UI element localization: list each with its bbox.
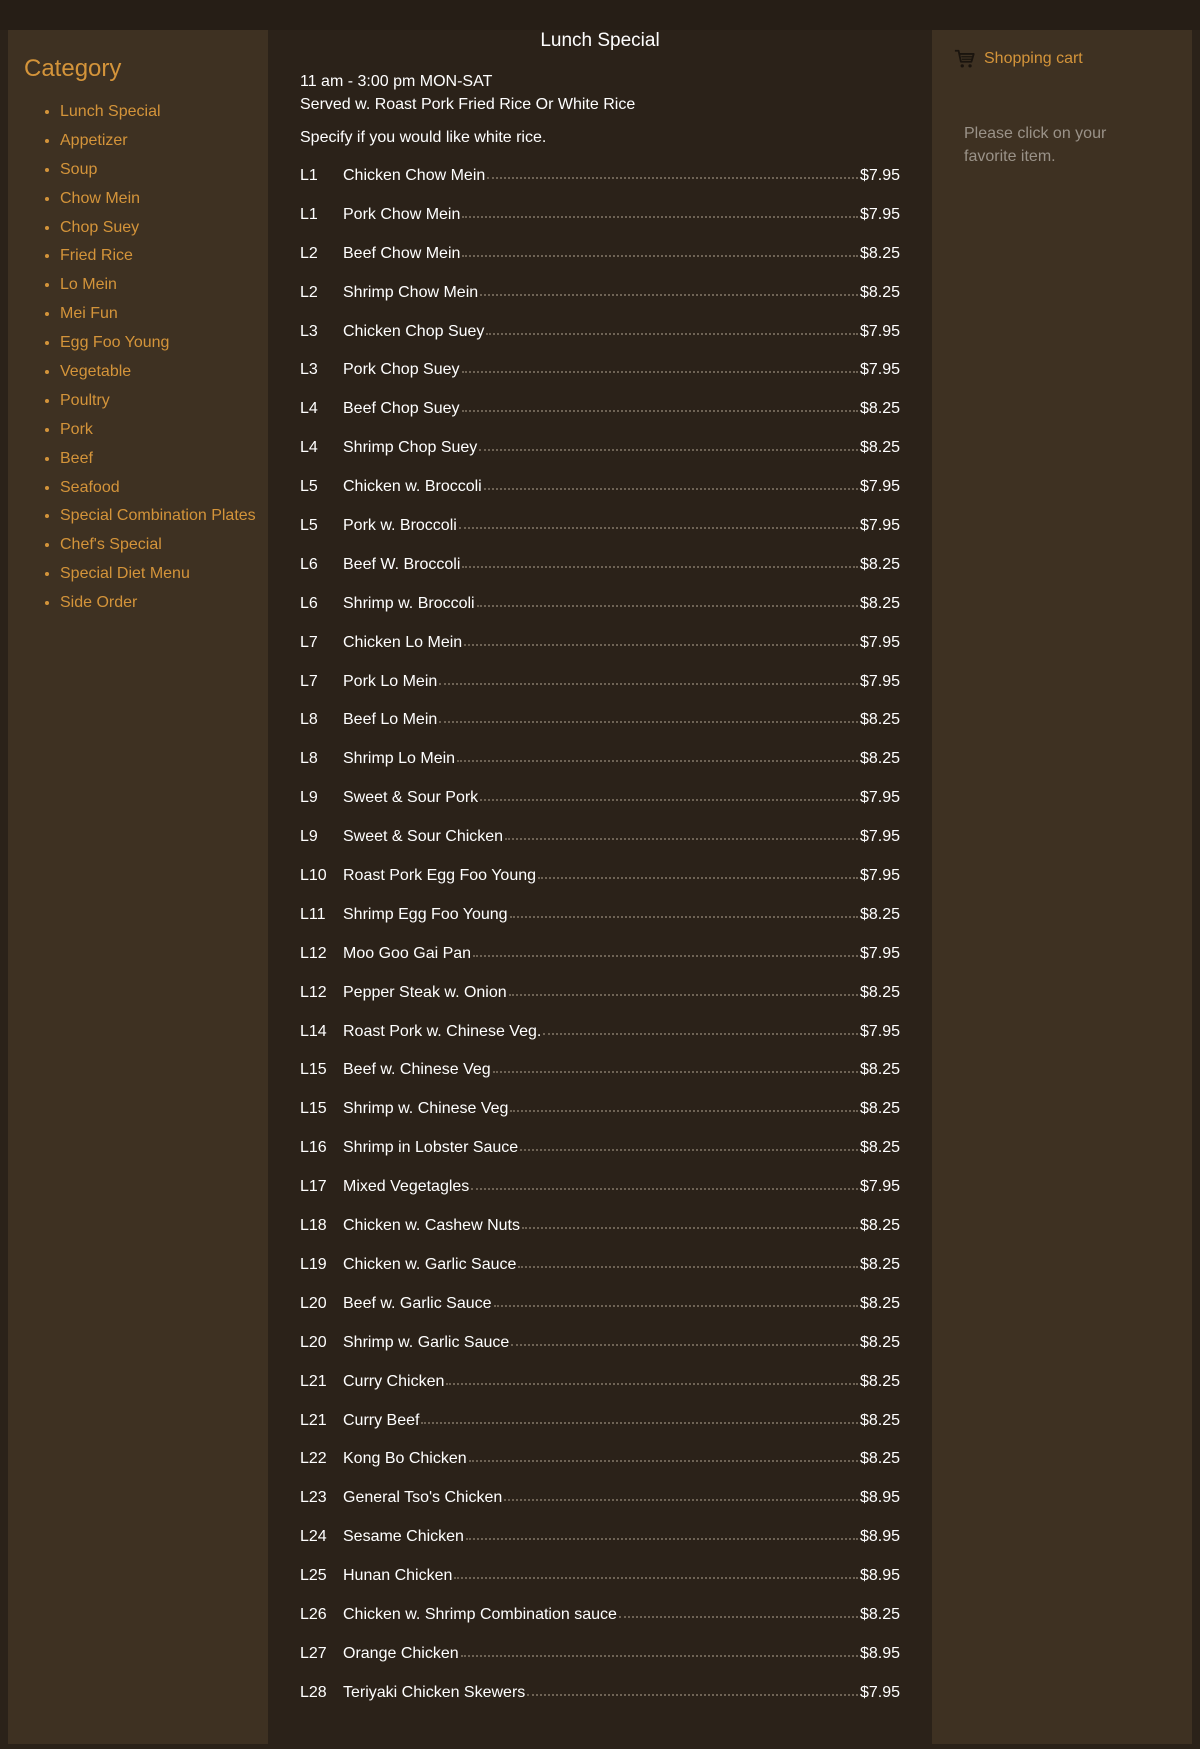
- menu-item-code: L14: [300, 1022, 327, 1040]
- menu-item-code: L5: [300, 478, 318, 496]
- menu-item-price: $8.25: [859, 1217, 900, 1235]
- menu-item-price: $7.95: [859, 1683, 900, 1701]
- menu-item[interactable]: [300, 1293, 900, 1332]
- category-item[interactable]: [60, 564, 268, 584]
- menu-item[interactable]: [300, 321, 900, 360]
- menu-item-code: L16: [300, 1139, 327, 1157]
- dot-leader: [462, 554, 858, 568]
- menu-item-code: L10: [300, 867, 327, 885]
- menu-item-code: L8: [300, 750, 318, 768]
- dot-leader: [538, 865, 858, 879]
- menu-item-code: L3: [300, 361, 318, 379]
- menu-item[interactable]: [300, 593, 900, 632]
- dot-leader: [469, 1448, 858, 1462]
- dot-leader: [484, 476, 858, 490]
- menu-item-name: Moo Goo Gai Pan: [343, 944, 472, 962]
- menu-item[interactable]: [300, 1059, 900, 1098]
- category-link[interactable]: Chop Suey: [60, 218, 140, 236]
- menu-item[interactable]: [300, 1410, 900, 1449]
- menu-item-name: Mixed Vegetagles: [343, 1178, 470, 1196]
- menu-item-code: L5: [300, 517, 318, 535]
- menu-item[interactable]: [300, 787, 900, 826]
- menu-item-name: Chicken Lo Mein: [343, 633, 463, 651]
- dot-leader: [473, 943, 858, 957]
- menu-item-price: $8.95: [859, 1489, 900, 1507]
- menu-item-code: L26: [300, 1605, 327, 1623]
- category-link[interactable]: Lunch Special: [60, 103, 161, 120]
- dot-leader: [527, 1682, 858, 1696]
- menu-served-with: Served w. Roast Pork Fried Rice Or White Rice: [300, 96, 636, 113]
- menu-item-code: L18: [300, 1217, 327, 1235]
- category-item[interactable]: [60, 160, 268, 180]
- menu-item[interactable]: [300, 943, 900, 982]
- menu-item[interactable]: [300, 826, 900, 865]
- menu-item[interactable]: [300, 398, 900, 437]
- menu-item-price: $7.95: [859, 789, 900, 807]
- menu-item-name: Shrimp in Lobster Sauce: [343, 1139, 519, 1157]
- menu-item[interactable]: [300, 1176, 900, 1215]
- menu-item-price: $7.95: [859, 205, 900, 223]
- menu-item-name: Sweet & Sour Chicken: [343, 828, 504, 846]
- menu-item[interactable]: [300, 904, 900, 943]
- menu-item[interactable]: [300, 1682, 900, 1721]
- menu-item[interactable]: [300, 748, 900, 787]
- menu-item-code: L15: [300, 1061, 327, 1079]
- menu-item[interactable]: [300, 476, 900, 515]
- menu-item-name: Chicken w. Broccoli: [343, 478, 482, 496]
- menu-item[interactable]: [300, 1215, 900, 1254]
- menu-item-price: $8.25: [859, 1139, 900, 1157]
- menu-item-price: $8.25: [859, 439, 900, 457]
- dot-leader: [520, 1137, 858, 1151]
- menu-item-price: $7.95: [859, 1178, 900, 1196]
- category-item[interactable]: [60, 506, 268, 526]
- menu-item-name: Pork Chow Mein: [343, 205, 461, 223]
- dot-leader: [522, 1215, 858, 1229]
- menu-item-code: L4: [300, 439, 318, 457]
- category-link[interactable]: Seafood: [60, 478, 120, 496]
- shopping-cart-icon: [954, 48, 976, 70]
- menu-item-code: L28: [300, 1683, 327, 1701]
- menu-item-price: $8.25: [859, 905, 900, 923]
- shopping-cart-title: Shopping cart: [984, 50, 1083, 67]
- menu-item-name: Chicken Chop Suey: [343, 322, 485, 340]
- top-bar: [0, 0, 1200, 30]
- menu-item-name: Sweet & Sour Pork: [343, 789, 479, 807]
- menu-item-code: L19: [300, 1255, 327, 1273]
- menu-item[interactable]: [300, 1448, 900, 1487]
- menu-item[interactable]: [300, 1332, 900, 1371]
- menu-item-price: $7.95: [859, 517, 900, 535]
- menu-item-price: $8.25: [859, 750, 900, 768]
- menu-item-price: $7.95: [859, 633, 900, 651]
- menu-item-name: Shrimp w. Garlic Sauce: [343, 1333, 510, 1351]
- menu-item[interactable]: [300, 554, 900, 593]
- menu-item-code: L17: [300, 1178, 327, 1196]
- menu-item[interactable]: [300, 865, 900, 904]
- menu-item-name: Hunan Chicken: [343, 1567, 453, 1585]
- menu-item-price: $8.25: [859, 1294, 900, 1312]
- menu-item-code: L24: [300, 1528, 327, 1546]
- category-item[interactable]: [60, 218, 268, 238]
- menu-item-code: L1: [300, 167, 318, 184]
- category-link[interactable]: Special Diet Menu: [60, 565, 190, 583]
- menu-title: Lunch Special: [540, 30, 660, 51]
- dot-leader: [477, 593, 858, 607]
- category-item[interactable]: [60, 333, 268, 353]
- menu-item-name: Chicken w. Garlic Sauce: [343, 1255, 517, 1273]
- category-item[interactable]: [60, 304, 268, 324]
- dot-leader: [439, 709, 858, 723]
- dot-leader: [480, 282, 858, 296]
- menu-item-code: L6: [300, 594, 318, 612]
- menu-item[interactable]: [300, 204, 900, 243]
- menu-item-code: L4: [300, 400, 318, 418]
- dot-leader: [510, 1098, 858, 1112]
- category-list: [24, 102, 268, 613]
- category-item[interactable]: [60, 391, 268, 411]
- category-item[interactable]: [60, 131, 268, 151]
- category-item[interactable]: [60, 102, 268, 122]
- shopping-cart-panel: [932, 30, 1192, 1744]
- category-link[interactable]: Beef: [60, 449, 93, 467]
- menu-item-price: $7.95: [859, 1022, 900, 1040]
- menu-item-code: L2: [300, 244, 318, 262]
- menu-item[interactable]: [300, 1098, 900, 1137]
- category-item[interactable]: [60, 449, 268, 469]
- category-link[interactable]: Fried Rice: [60, 247, 133, 265]
- menu-hours: 11 am - 3:00 pm MON-SAT: [300, 73, 493, 90]
- category-item[interactable]: [60, 420, 268, 440]
- category-link[interactable]: Special Combination Plates: [60, 507, 256, 525]
- menu-item-price: $8.25: [859, 1100, 900, 1118]
- dot-leader: [466, 1526, 858, 1540]
- menu-item-price: $8.25: [859, 594, 900, 612]
- dot-leader: [518, 1254, 858, 1268]
- category-link[interactable]: Mei Fun: [60, 305, 118, 323]
- dot-leader: [421, 1410, 857, 1424]
- dot-leader: [439, 671, 858, 685]
- menu-item-name: Beef w. Chinese Veg: [343, 1061, 491, 1079]
- menu-item-name: Chicken Chow Mein: [343, 167, 486, 184]
- menu-item[interactable]: [300, 282, 900, 321]
- menu-item-code: L7: [300, 633, 318, 651]
- menu-item-price: $8.25: [859, 400, 900, 418]
- menu-item-code: L27: [300, 1644, 327, 1662]
- category-link[interactable]: Appetizer: [60, 131, 128, 149]
- menu-item-name: Pepper Steak w. Onion: [343, 983, 507, 1001]
- menu-item-code: L21: [300, 1411, 327, 1429]
- menu-item-price: $8.95: [859, 1644, 900, 1662]
- menu-item-price: $8.25: [859, 983, 900, 1001]
- menu-item-code: L8: [300, 711, 318, 729]
- dot-leader: [464, 632, 858, 646]
- menu-item[interactable]: [300, 515, 900, 554]
- dot-leader: [619, 1604, 858, 1618]
- category-item[interactable]: [60, 535, 268, 555]
- menu-item[interactable]: [300, 632, 900, 671]
- dot-leader: [461, 1643, 858, 1657]
- menu-item-code: L11: [300, 905, 326, 923]
- menu-item-name: Pork Chop Suey: [343, 361, 460, 379]
- menu-item-name: Beef Lo Mein: [343, 711, 438, 729]
- category-link[interactable]: Poultry: [60, 391, 110, 409]
- menu-item-name: Beef Chow Mein: [343, 244, 461, 262]
- menu-item-price: $8.25: [859, 555, 900, 573]
- menu-item[interactable]: [300, 243, 900, 282]
- dot-leader: [509, 982, 858, 996]
- menu-item-price: $7.95: [859, 944, 900, 962]
- dot-leader: [446, 1371, 858, 1385]
- dot-leader: [471, 1176, 858, 1190]
- menu-item-price: $8.25: [859, 1333, 900, 1351]
- menu-item-name: General Tso's Chicken: [343, 1489, 503, 1507]
- menu-item-name: Shrimp Chow Mein: [343, 283, 479, 301]
- menu-item-name: Shrimp Egg Foo Young: [343, 905, 508, 923]
- menu-item-name: Shrimp w. Broccoli: [343, 594, 475, 612]
- menu-item[interactable]: [300, 1487, 900, 1526]
- shopping-cart-link[interactable]: [954, 48, 1192, 70]
- category-link[interactable]: Soup: [60, 160, 98, 178]
- menu-item[interactable]: [300, 1371, 900, 1410]
- category-link[interactable]: Chef's Special: [60, 536, 162, 554]
- menu-item[interactable]: [300, 1254, 900, 1293]
- menu-item-price: $7.95: [859, 167, 900, 184]
- category-item[interactable]: [60, 362, 268, 382]
- menu-item-name: Curry Beef: [343, 1411, 420, 1429]
- menu-item-code: L1: [300, 205, 318, 223]
- menu-item-name: Beef w. Garlic Sauce: [343, 1294, 492, 1312]
- menu-item-list: [300, 165, 900, 1721]
- menu-item-code: L12: [300, 983, 327, 1001]
- menu-item-code: L12: [300, 944, 327, 962]
- dot-leader: [486, 321, 858, 335]
- dot-leader: [459, 515, 858, 529]
- menu-item-name: Roast Pork w. Chinese Veg.: [343, 1022, 542, 1040]
- cart-empty-message: Please click on your favorite item.: [964, 125, 1107, 165]
- menu-item-price: $7.95: [859, 672, 900, 690]
- category-link[interactable]: Chow Mein: [60, 189, 141, 207]
- menu-item-price: $7.95: [859, 867, 900, 885]
- menu-item[interactable]: [300, 165, 900, 204]
- menu-item-code: L22: [300, 1450, 327, 1468]
- menu-item-name: Shrimp w. Chinese Veg: [343, 1100, 509, 1118]
- menu-item-price: $8.95: [859, 1567, 900, 1585]
- menu-item[interactable]: [300, 1526, 900, 1565]
- menu-item-code: L9: [300, 789, 318, 807]
- menu-item[interactable]: [300, 437, 900, 476]
- menu-item[interactable]: [300, 1021, 900, 1060]
- category-link[interactable]: Pork: [60, 420, 93, 438]
- menu-item-code: L21: [300, 1372, 327, 1390]
- menu-item-code: L20: [300, 1294, 327, 1312]
- dot-leader: [505, 826, 858, 840]
- dot-leader: [462, 243, 858, 257]
- menu-item-name: Shrimp Lo Mein: [343, 750, 456, 768]
- category-link[interactable]: Lo Mein: [60, 276, 117, 294]
- category-item[interactable]: [60, 593, 268, 613]
- dot-leader: [487, 165, 858, 179]
- category-sidebar: [8, 30, 268, 1744]
- menu-item-name: Shrimp Chop Suey: [343, 439, 478, 457]
- menu-item-price: $7.95: [859, 828, 900, 846]
- menu-item-price: $8.25: [859, 711, 900, 729]
- menu-item-name: Teriyaki Chicken Skewers: [343, 1683, 526, 1701]
- menu-item-name: Curry Chicken: [343, 1372, 445, 1390]
- menu-item-name: Kong Bo Chicken: [343, 1450, 467, 1468]
- menu-item-price: $8.25: [859, 1061, 900, 1079]
- dot-leader: [462, 359, 858, 373]
- menu-item[interactable]: [300, 1604, 900, 1643]
- menu-item-name: Beef Chop Suey: [343, 400, 460, 418]
- menu-item-code: L7: [300, 672, 318, 690]
- menu-item[interactable]: [300, 1643, 900, 1682]
- menu-item-price: $8.25: [859, 244, 900, 262]
- menu-item-name: Orange Chicken: [343, 1644, 459, 1662]
- menu-item-price: $8.25: [859, 283, 900, 301]
- menu-item-name: Roast Pork Egg Foo Young: [343, 867, 537, 885]
- dot-leader: [504, 1487, 858, 1501]
- menu-item-price: $8.95: [859, 1528, 900, 1546]
- menu-item-price: $8.25: [859, 1450, 900, 1468]
- menu-item[interactable]: [300, 1137, 900, 1176]
- menu-item-price: $8.25: [859, 1255, 900, 1273]
- menu-item[interactable]: [300, 359, 900, 398]
- menu-item-code: L15: [300, 1100, 327, 1118]
- menu-note: Specify if you would like white rice.: [300, 129, 547, 146]
- category-item[interactable]: [60, 275, 268, 295]
- menu-item-name: Beef W. Broccoli: [343, 555, 461, 573]
- category-heading: Category: [24, 55, 122, 82]
- dot-leader: [462, 398, 858, 412]
- menu-item-price: $7.95: [859, 361, 900, 379]
- category-link[interactable]: Vegetable: [60, 363, 132, 381]
- menu-item[interactable]: [300, 1565, 900, 1604]
- menu-item-code: L9: [300, 828, 318, 846]
- menu-item-name: Chicken w. Shrimp Combination sauce: [343, 1605, 617, 1623]
- menu-item-price: $7.95: [859, 478, 900, 496]
- menu-item-code: L6: [300, 555, 318, 573]
- menu-item-name: Chicken w. Cashew Nuts: [343, 1217, 520, 1235]
- category-item[interactable]: [60, 189, 268, 209]
- menu-item-name: Pork Lo Mein: [343, 672, 438, 690]
- dot-leader: [543, 1021, 858, 1035]
- category-link[interactable]: Egg Foo Young: [60, 334, 170, 352]
- dot-leader: [510, 904, 858, 918]
- dot-leader: [494, 1293, 858, 1307]
- category-item[interactable]: [60, 246, 268, 266]
- dot-leader: [479, 437, 858, 451]
- dot-leader: [480, 787, 858, 801]
- menu-item-code: L20: [300, 1333, 327, 1351]
- menu-item-code: L2: [300, 283, 318, 301]
- menu-intro: [300, 70, 900, 149]
- menu-item-name: Sesame Chicken: [343, 1528, 464, 1546]
- menu-item[interactable]: [300, 709, 900, 748]
- menu-item-code: L23: [300, 1489, 327, 1507]
- menu-item-code: L3: [300, 322, 318, 340]
- menu-item[interactable]: [300, 671, 900, 710]
- category-link[interactable]: Side Order: [60, 594, 138, 612]
- menu-item-name: Pork w. Broccoli: [343, 517, 457, 535]
- dot-leader: [511, 1332, 858, 1346]
- dot-leader: [457, 748, 858, 762]
- menu-item-price: $8.25: [859, 1605, 900, 1623]
- dot-leader: [454, 1565, 858, 1579]
- menu-item-price: $8.25: [859, 1372, 900, 1390]
- dot-leader: [462, 204, 858, 218]
- menu-item-code: L25: [300, 1567, 327, 1585]
- menu-item-price: $7.95: [859, 322, 900, 340]
- dot-leader: [493, 1059, 858, 1073]
- menu-item-price: $8.25: [859, 1411, 900, 1429]
- menu-item[interactable]: [300, 982, 900, 1021]
- category-item[interactable]: [60, 478, 268, 498]
